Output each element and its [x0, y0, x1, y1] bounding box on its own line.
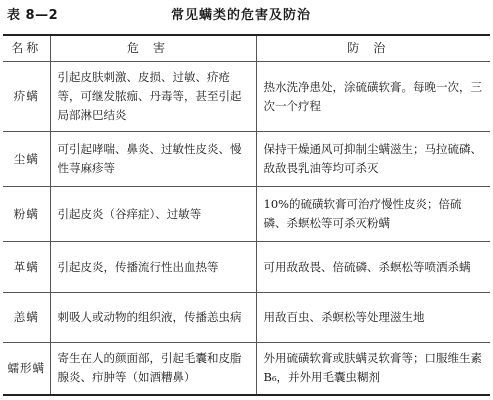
harm-cell: 引起皮炎（谷痒症）、过敏等	[50, 187, 256, 242]
control-cell: 用敌百虫、杀螟松等处理滋生地	[256, 293, 490, 343]
control-cell: 热水洗净患处，涂硫磺软膏。每晚一次，三次一个疗程	[256, 62, 490, 132]
mite-name: 尘螨	[3, 132, 50, 187]
mite-name: 粉螨	[3, 187, 50, 242]
mite-hazard-table	[3, 34, 490, 396]
header-name: 名称	[3, 35, 50, 62]
header-harm: 危害	[50, 35, 256, 62]
table-row	[3, 62, 490, 132]
harm-cell: 引起皮肤刺激、皮损、过敏、疥疮等，可继发脓痂、丹毒等，甚至引起局部淋巴结炎	[50, 62, 256, 132]
header-row	[3, 35, 490, 62]
harm-cell: 寄生在人的颜面部，引起毛囊和皮脂腺炎、疖肿等（如酒糟鼻）	[50, 343, 256, 395]
table-row	[3, 343, 490, 395]
control-cell: 可用敌敌畏、倍硫磷、杀螟松等喷洒杀螨	[256, 242, 490, 293]
control-cell: 10%的硫磺软膏可治疗慢性皮炎；倍硫磷、杀螟松等可杀灭粉螨	[256, 187, 490, 242]
mite-name: 革螨	[3, 242, 50, 293]
table-row	[3, 293, 490, 343]
mite-name: 恙螨	[3, 293, 50, 343]
control-cell: 保持干燥通风可抑制尘螨滋生；马拉硫磷、敌敌畏乳油等均可杀灭	[256, 132, 490, 187]
mite-name: 蠕形螨	[3, 343, 50, 395]
table-number: 表 8—2	[7, 8, 59, 23]
mite-name: 疥螨	[3, 62, 50, 132]
table-row	[3, 242, 490, 293]
control-cell: 外用硫磺软膏或肤螨灵软膏等；口服维生素 B₆，并外用毛囊虫糊剂	[256, 343, 490, 395]
header-control: 防治	[256, 35, 490, 62]
table-title: 常见螨类的危害及防治	[171, 8, 312, 23]
harm-cell: 刺吸人或动物的组织液，传播恙虫病	[50, 293, 256, 343]
harm-cell: 引起皮炎，传播流行性出血热等	[50, 242, 256, 293]
table-caption	[3, 6, 490, 28]
harm-cell: 可引起哮喘、鼻炎、过敏性皮炎、慢性荨麻疹等	[50, 132, 256, 187]
table-row	[3, 187, 490, 242]
table-row	[3, 132, 490, 187]
